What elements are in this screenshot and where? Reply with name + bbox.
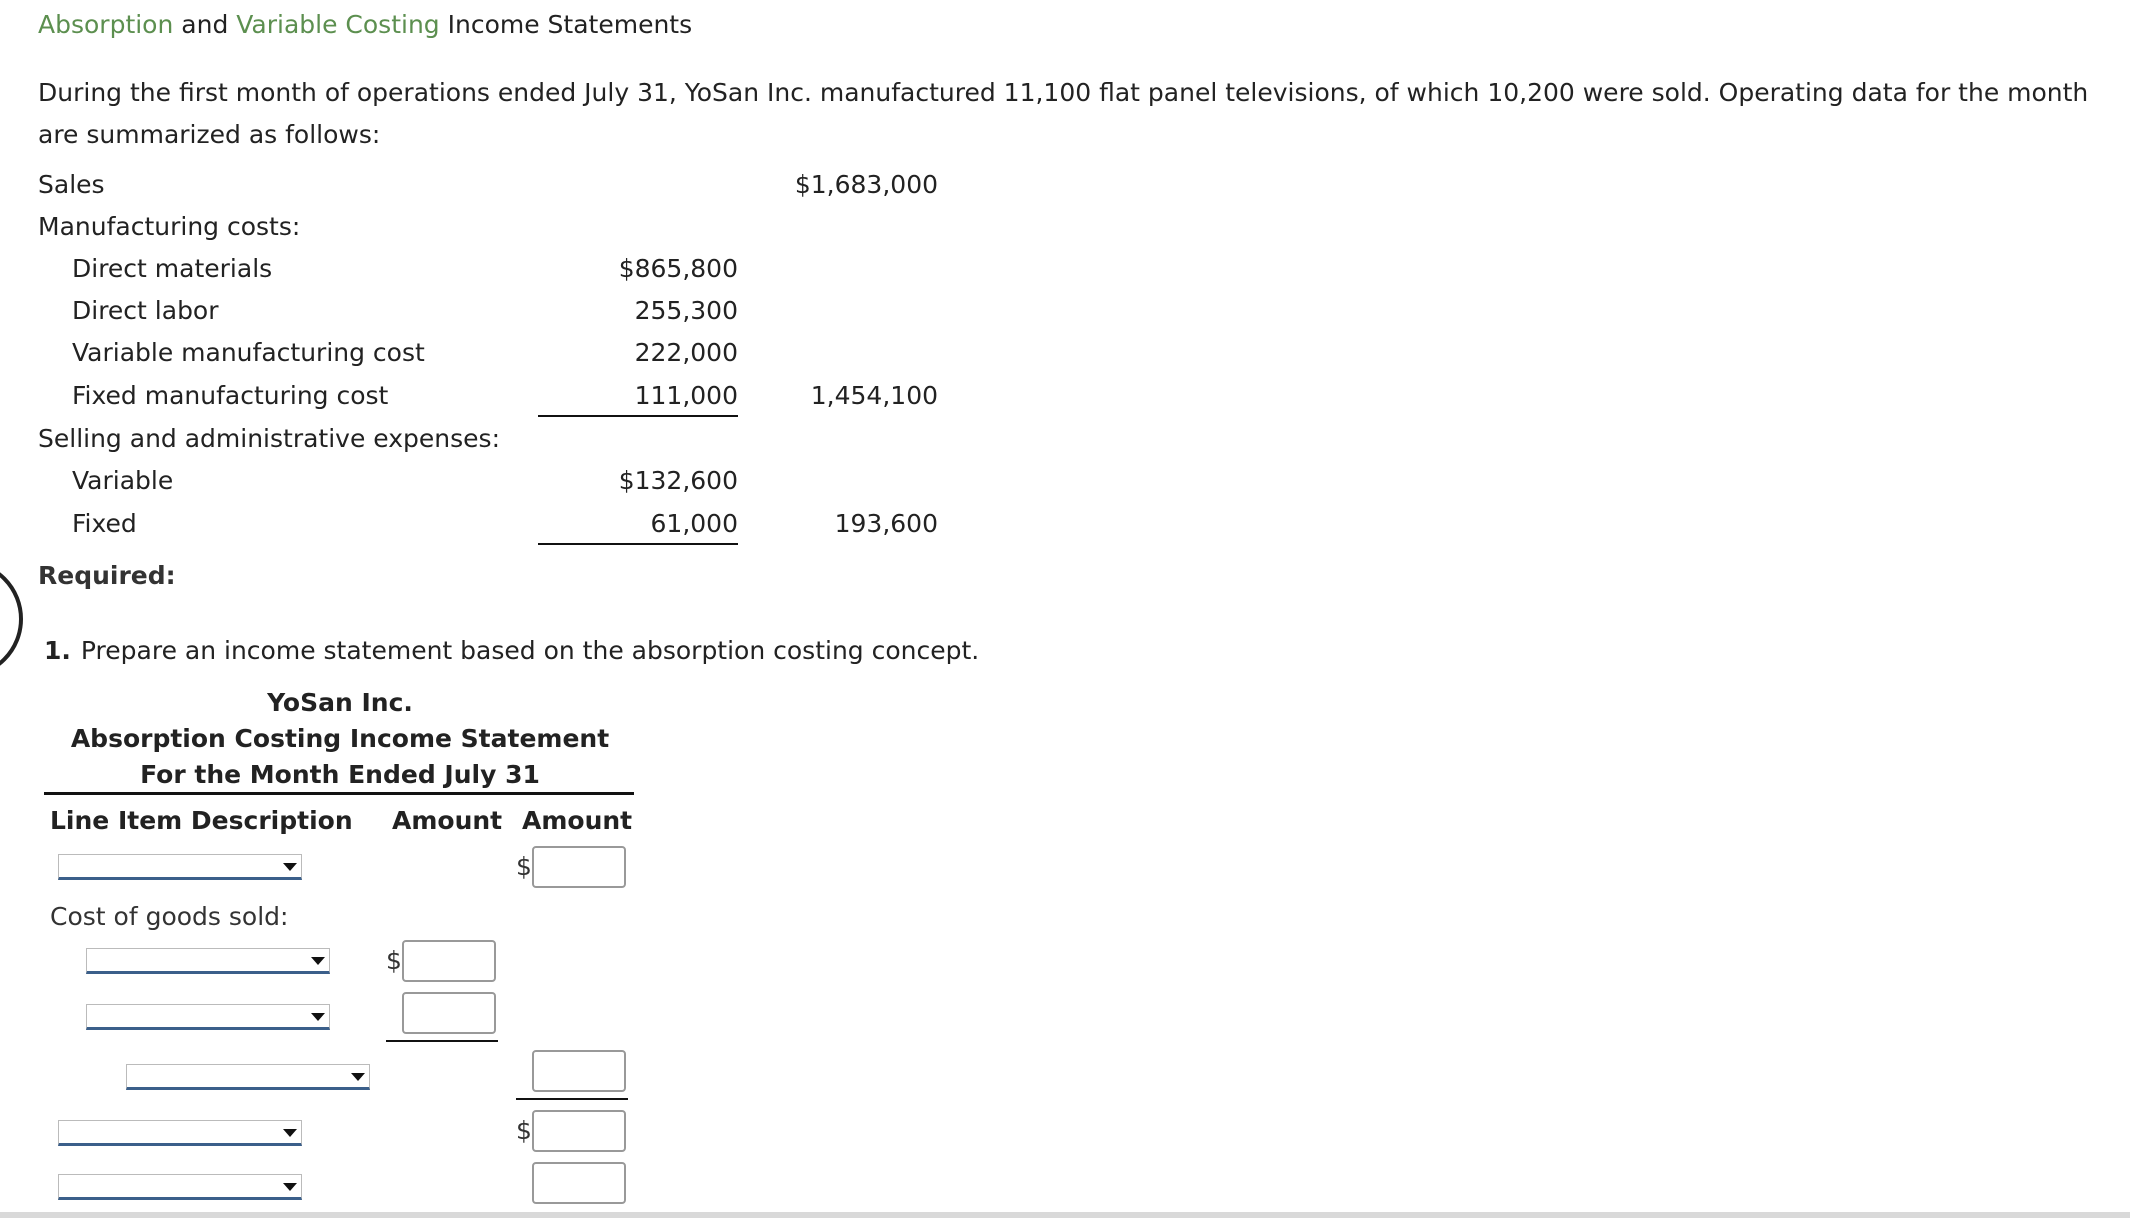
line-item-select-2[interactable] xyxy=(86,948,330,974)
selling-admin-label: Selling and administrative expenses: xyxy=(38,424,500,453)
chevron-down-icon xyxy=(283,1129,297,1137)
bottom-border xyxy=(0,1212,2130,1218)
required-heading: Required: xyxy=(38,561,176,590)
page-title xyxy=(38,10,692,39)
amount2-input-1[interactable] xyxy=(532,846,626,888)
dollar-sign: $ xyxy=(386,946,402,975)
selling-underline xyxy=(538,543,738,545)
selling-fixed-value: 61,000 xyxy=(650,509,738,538)
chevron-down-icon xyxy=(351,1073,365,1081)
column-line-item-description: Line Item Description xyxy=(50,806,353,835)
direct-labor-label: Direct labor xyxy=(72,296,219,325)
line-item-select-4[interactable] xyxy=(126,1064,370,1090)
selling-variable-label: Variable xyxy=(72,466,174,495)
selling-variable-value: $132,600 xyxy=(618,466,738,495)
variable-manufacturing-label: Variable manufacturing cost xyxy=(72,338,425,367)
amount1-underline xyxy=(386,1040,498,1042)
selling-fixed-label: Fixed xyxy=(72,509,137,538)
absorption-link[interactable]: Absorption xyxy=(38,10,174,39)
line-item-select-3[interactable] xyxy=(86,1004,330,1030)
manufacturing-underline xyxy=(538,415,738,417)
title-rest: Income Statements xyxy=(439,10,693,39)
dollar-sign: $ xyxy=(516,1116,532,1145)
column-amount-2: Amount xyxy=(522,806,633,835)
amount2-input-2[interactable] xyxy=(532,1050,626,1092)
question-number: 1. xyxy=(44,636,71,665)
line-item-select-1[interactable] xyxy=(58,854,302,880)
statement-company: YoSan Inc. xyxy=(267,688,413,717)
amount1-input-1[interactable] xyxy=(402,940,496,982)
fixed-manufacturing-label: Fixed manufacturing cost xyxy=(72,381,389,410)
header-rule xyxy=(44,792,634,795)
statement-period: For the Month Ended July 31 xyxy=(140,760,540,789)
line-item-select-5[interactable] xyxy=(58,1120,302,1146)
manufacturing-total: 1,454,100 xyxy=(810,381,938,410)
amount1-input-2[interactable] xyxy=(402,992,496,1034)
dollar-sign: $ xyxy=(516,852,532,881)
variable-manufacturing-value: 222,000 xyxy=(634,338,738,367)
question-text: Prepare an income statement based on the absorption costing concept. xyxy=(80,636,980,665)
question-1 xyxy=(44,636,979,665)
direct-materials-label: Direct materials xyxy=(72,254,273,283)
cost-of-goods-sold-label: Cost of goods sold: xyxy=(50,902,289,931)
sales-label: Sales xyxy=(38,170,105,199)
direct-materials-value: $865,800 xyxy=(618,254,738,283)
manufacturing-costs-label: Manufacturing costs: xyxy=(38,212,301,241)
side-circle-decoration xyxy=(0,560,23,678)
column-amount-1: Amount xyxy=(392,806,503,835)
intro-paragraph: During the first month of operations ended July 31, YoSan Inc. manufactured 11,100 flat panel televisions, of which 10,200 were sold. Operating data for the month are summarized as follows: xyxy=(38,78,2089,149)
variable-costing-link[interactable]: Variable Costing xyxy=(236,10,440,39)
sales-total: $1,683,000 xyxy=(794,170,938,199)
direct-labor-value: 255,300 xyxy=(634,296,738,325)
fixed-manufacturing-value: 111,000 xyxy=(634,381,738,410)
statement-title: Absorption Costing Income Statement xyxy=(70,724,610,753)
amount2-input-4[interactable] xyxy=(532,1162,626,1204)
line-item-select-6[interactable] xyxy=(58,1174,302,1200)
selling-admin-total: 193,600 xyxy=(834,509,938,538)
amount2-underline xyxy=(516,1098,628,1100)
chevron-down-icon xyxy=(311,1013,325,1021)
chevron-down-icon xyxy=(283,1183,297,1191)
amount2-input-3[interactable] xyxy=(532,1110,626,1152)
chevron-down-icon xyxy=(283,863,297,871)
chevron-down-icon xyxy=(311,957,325,965)
title-and: and xyxy=(173,10,237,39)
